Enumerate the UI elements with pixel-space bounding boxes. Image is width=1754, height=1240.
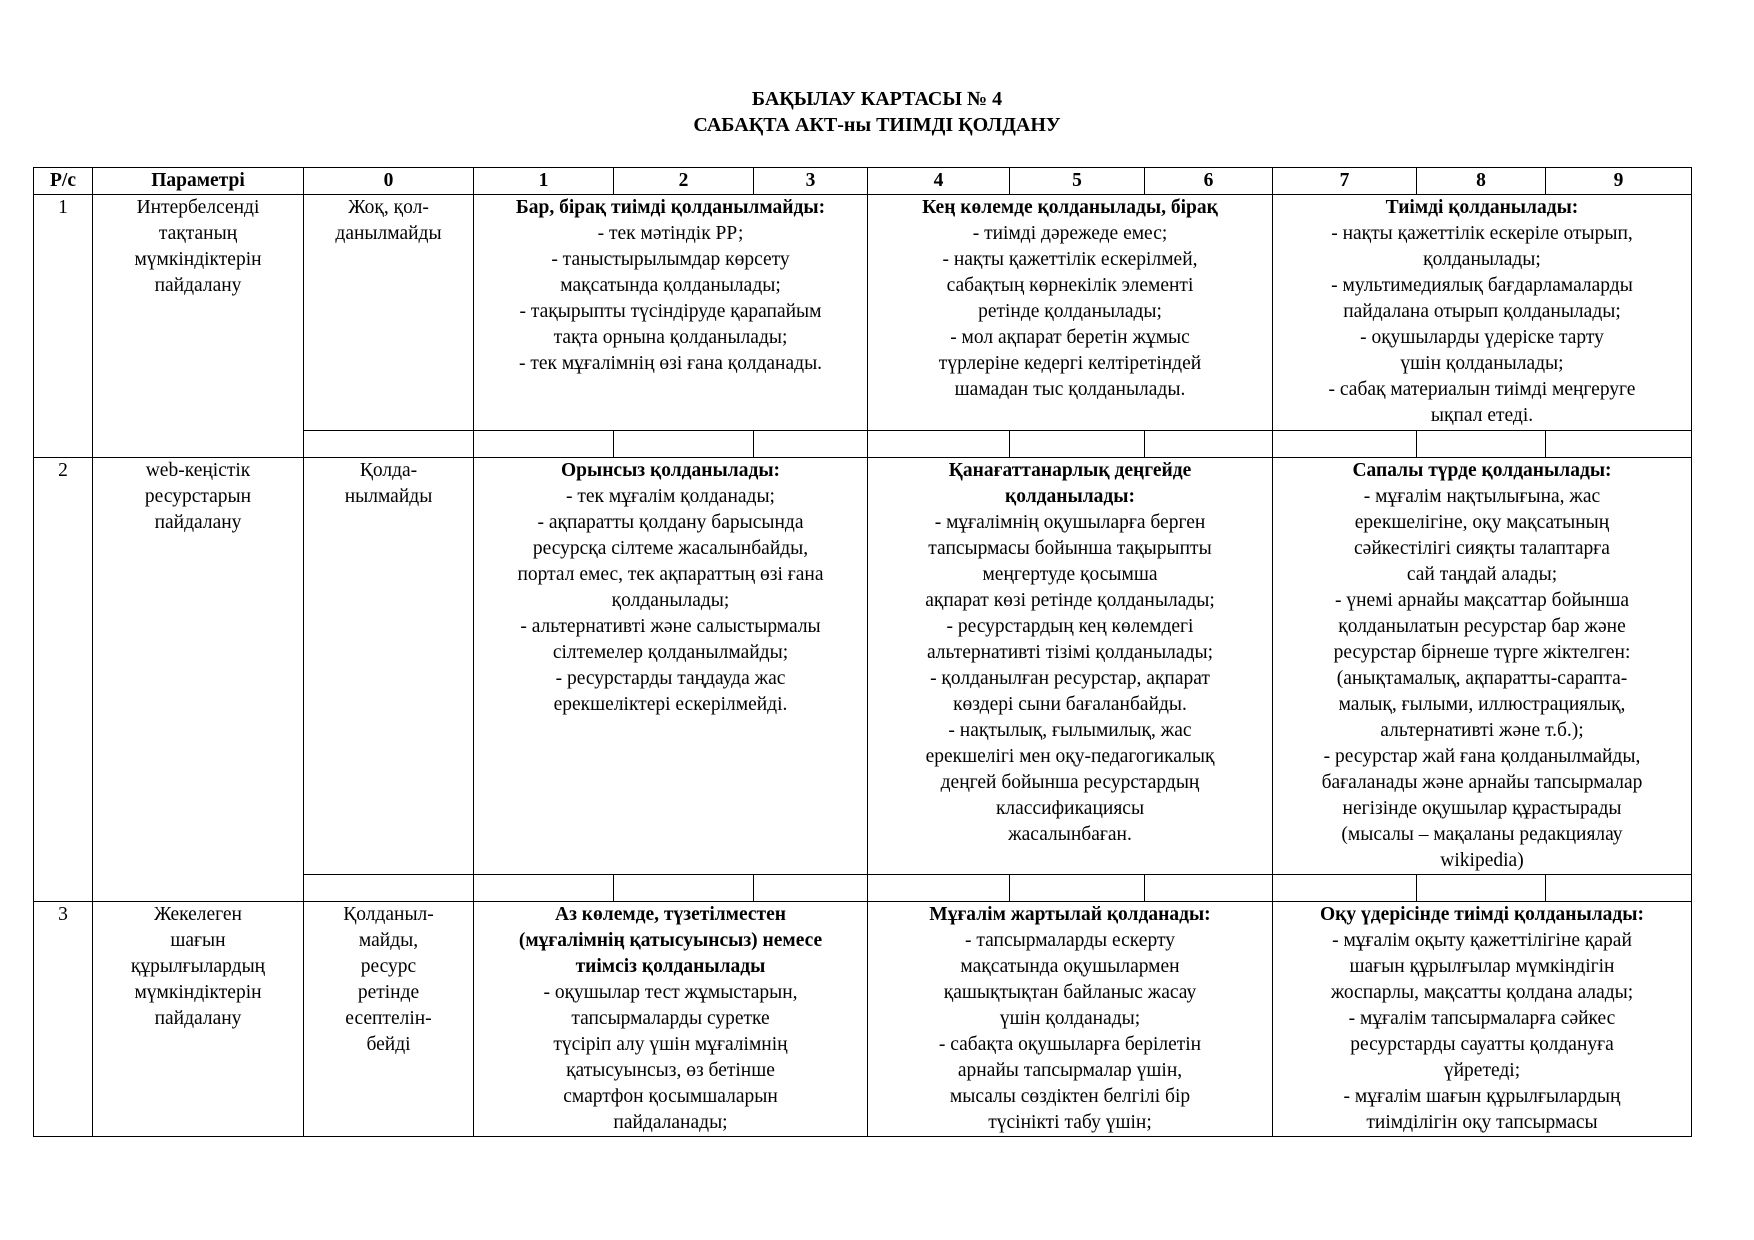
score-cell [1273,431,1417,458]
level-heading: Орынсыз қолданылады: [560,460,781,481]
criterion-line: - мұғалім нақтылығына, жас [1363,486,1601,507]
header-score-2: 2 [614,168,754,195]
criterion-line: - альтернативті және салыстырмалы [520,616,821,637]
header-param: Параметрі [93,168,304,195]
parameter-line: Интербелсенді [136,197,260,218]
parameter-cell [93,902,304,1137]
score-cell [1145,875,1273,902]
criterion-line: көздері сыни бағаланбайды. [953,694,1187,715]
level-heading: (мұғалімнің қатысуынсыз) немесе [518,930,823,951]
criterion-line: арнайы тапсырмалар үшін, [957,1060,1183,1081]
level-heading: Тиімді қолданылады: [1385,197,1579,218]
criterion-line: (анықтамалық, ақпаратты-сарапта- [1336,668,1628,689]
level-heading: қолданылады: [1004,486,1136,507]
criterion-line: қолданылады; [1423,249,1541,270]
criterion-line: - мұғалім тапсырмаларға сәйкес [1348,1008,1616,1029]
criterion-line: - тапсырмаларды ескерту [965,930,1175,951]
criterion-line: үшін қолданады; [999,1008,1141,1029]
criterion-line: қатысуынсыз, өз бетінше [566,1060,775,1081]
level-heading: Аз көлемде, түзетілместен [555,904,786,925]
parameter-line: web-кеңістік [145,460,251,481]
score-cell [304,431,474,458]
score-cell [754,431,868,458]
level-0-line: есептелін- [345,1008,432,1029]
criterion-line: қолданылады; [611,590,730,611]
score-cell [474,875,614,902]
level-heading: Сапалы түрде қолданылады: [1352,460,1612,481]
score-cell [1010,875,1145,902]
criterion-line: негізінде оқушылар құрастырады [1342,798,1622,819]
criterion-line: тапсырмасы бойынша тақырыпты [928,538,1212,559]
criterion-line: түсінікті табу үшін; [988,1112,1152,1133]
header-score-0: 0 [304,168,474,195]
criterion-line: бағаланады және арнайы тапсырмалар [1321,772,1643,793]
criterion-line: - сабақта оқушыларға берілетін [938,1034,1202,1055]
criterion-line: жасалынбаған. [1008,824,1132,845]
criterion-line: ерекшеліктері ескерілмейді. [553,694,788,715]
criterion-line: сабақтың көрнекілік элементі [946,275,1194,296]
criterion-line: үйретеді; [1443,1060,1521,1081]
level-mid-cell [868,195,1273,431]
criterion-line: - ресурстарды таңдауда жас [555,668,786,689]
score-cell [614,875,754,902]
header-score-1: 1 [474,168,614,195]
parameter-line: мүмкіндіктерін [134,982,262,1003]
criterion-line: - нақты қажеттілік ескерілмей, [942,249,1198,270]
criterion-line: - оқушыларды үдеріске тарту [1360,327,1604,348]
header-num: Р/с [34,168,93,195]
score-cell [304,875,474,902]
score-cell [614,431,754,458]
criterion-line: түрлеріне кедергі келтіретіндей [938,353,1202,374]
level-0-line: Жоқ, қол- [348,197,429,218]
criterion-line: ерекшелігі мен оқу-педагогикалық [925,746,1215,767]
header-score-9: 9 [1546,168,1692,195]
parameter-line: Жекелеген [154,904,242,925]
document-title [0,86,1754,138]
criterion-line: - нақты қажеттілік ескеріле отырып, [1331,223,1633,244]
score-cell [868,875,1010,902]
criterion-line: ресурстарды сауатты қолдануға [1350,1034,1614,1055]
criterion-line: қолданылатын ресурстар бар және [1338,616,1626,637]
criterion-line: ықпал етеді. [1430,405,1534,426]
header-row [34,168,1692,195]
criterion-line: сай таңдай алады; [1406,564,1558,585]
criterion-line: - тиімді дәрежеде емес; [972,223,1168,244]
parameter-line: мүмкіндіктерін [134,249,262,270]
level-low-cell [474,195,868,431]
score-cell [1273,875,1417,902]
level-heading: Оқу үдерісінде тиімді қолданылады: [1320,904,1644,925]
criterion-line: портал емес, тек ақпараттың өзі ғана [517,564,824,585]
parameter-line: құрылғылардың [130,956,266,977]
header-score-6: 6 [1145,168,1273,195]
criterion-line: пайдаланады; [613,1112,728,1133]
level-0-line: нылмайды [344,486,433,507]
header-score-3: 3 [754,168,868,195]
level-0-cell [304,458,474,875]
criterion-line: - мұғалім оқыту қажеттілігіне қарай [1332,930,1632,951]
criterion-line: ретінде қолданылады; [978,301,1162,322]
parameter-line: ресурстарын [144,486,252,507]
score-cell [1417,875,1546,902]
criterion-line: малық, ғылыми, иллюстрациялық, [1338,694,1626,715]
criterion-line: - мұғалімнің оқушыларға берген [934,512,1206,533]
level-mid-cell [868,902,1273,1137]
criterion-line: шамадан тыс қолданылады. [954,379,1186,400]
criterion-line: альтернативті тізімі қолданылады; [926,642,1214,663]
criterion-line: - нақтылық, ғылымилық, жас [948,720,1192,741]
criterion-line: жоспарлы, мақсатты қолдана алады; [1330,982,1634,1003]
criterion-line: - қолданылған ресурстар, ақпарат [930,668,1210,689]
parameter-line: пайдалану [154,1008,242,1029]
criterion-line: ресурстар бірнеше түрге жіктелген: [1333,642,1631,663]
level-heading: Қанағаттанарлық деңгейде [948,460,1192,481]
criterion-line: - тек мәтіндік РР; [597,223,744,244]
criterion-line: мысалы сөздіктен белгілі бір [949,1086,1191,1107]
parameter-line: пайдалану [154,512,242,533]
level-0-line: майды, [358,930,419,951]
criterion-line: смартфон қосымшаларын [563,1086,778,1107]
criterion-line: - таныстырылымдар көрсету [551,249,790,270]
level-high-cell [1273,195,1692,431]
level-heading: Кең көлемде қолданылады, бірақ [922,197,1218,218]
criterion-line: - мұғалім шағын құрылғылардың [1343,1086,1621,1107]
level-0-line: ретінде [357,982,420,1003]
row-number: 1 [34,195,93,458]
header-score-7: 7 [1273,168,1417,195]
parameter-line: тақтаның [158,223,238,244]
criterion-line: мақсатында қолданылады; [560,275,781,296]
score-cell [1546,431,1692,458]
level-0-line: Қолданыл- [343,904,434,925]
row-number: 2 [34,458,93,902]
level-high-cell [1273,458,1692,875]
score-cell [754,875,868,902]
criteria-row [34,195,1692,431]
criterion-line: wikipedia) [1440,850,1524,871]
title-line-2: САБАҚТА АКТ-ны ТИІМДІ ҚОЛДАНУ [693,114,1061,136]
level-heading: Мұғалім жартылай қолданады: [929,904,1211,925]
criterion-line: тақта орнына қолданылады; [553,327,788,348]
criterion-line: қашықтықтан байланыс жасау [943,982,1197,1003]
level-0-cell [304,902,474,1137]
criterion-line: шағын құрылғылар мүмкіндігін [1349,956,1615,977]
level-0-line: бейді [366,1034,411,1055]
criterion-line: - үнемі арнайы мақсаттар бойынша [1334,590,1629,611]
criterion-line: - тақырыпты түсіндіруде қарапайым [519,301,822,322]
criterion-line: пайдалана отырып қолданылады; [1343,301,1621,322]
criterion-line: түсіріп алу үшін мұғалімнің [553,1034,788,1055]
criterion-line: - тек мұғалімнің өзі ғана қолданады. [518,353,823,374]
criterion-line: классификациясы [995,798,1145,819]
level-high-cell [1273,902,1692,1137]
criterion-line: тапсырмаларды суретке [571,1008,770,1029]
score-cell [1546,875,1692,902]
level-0-line: Қолда- [359,460,418,481]
criterion-line: тиімділігін оқу тапсырмасы [1366,1112,1598,1133]
level-0-cell [304,195,474,431]
level-low-cell [474,458,868,875]
header-score-8: 8 [1417,168,1546,195]
criterion-line: сәйкестілігі сияқты талаптарға [1354,538,1610,559]
criterion-line: мақсатында оқушылармен [960,956,1180,977]
level-heading: тиімсіз қолданылады [575,956,766,977]
criterion-line: меңгертуде қосымша [982,564,1158,585]
level-0-line: ресурс [360,956,417,977]
score-cell [1145,431,1273,458]
criterion-line: сілтемелер қолданылмайды; [552,642,789,663]
parameter-line: шағын [170,930,226,951]
criterion-line: үшін қолданылады; [1400,353,1564,374]
row-number: 3 [34,902,93,1137]
criteria-row [34,902,1692,1137]
criterion-line: - ақпаратты қолдану барысында [537,512,804,533]
criterion-line: - мол ақпарат беретін жұмыс [950,327,1190,348]
parameter-cell [93,458,304,902]
criterion-line: - сабақ материалын тиімді меңгеруге [1328,379,1636,400]
score-cell [474,431,614,458]
level-mid-cell [868,458,1273,875]
criterion-line: деңгей бойынша ресурстардың [940,772,1200,793]
criterion-line: - ресурстар жай ғана қолданылмайды, [1323,746,1641,767]
criterion-line: ерекшелігіне, оқу мақсатының [1354,512,1610,533]
level-low-cell [474,902,868,1137]
header-score-4: 4 [868,168,1010,195]
criteria-row [34,458,1692,875]
level-0-line: данылмайды [335,223,442,244]
criterion-line: ақпарат көзі ретінде қолданылады; [925,590,1215,611]
parameter-cell [93,195,304,458]
title-line-1: БАҚЫЛАУ КАРТАСЫ № 4 [751,88,1003,110]
score-cell [1010,431,1145,458]
level-heading: Бар, бірақ тиімді қолданылмайды: [515,197,826,218]
parameter-line: пайдалану [154,275,242,296]
header-score-5: 5 [1010,168,1145,195]
criterion-line: альтернативті және т.б.); [1380,720,1584,741]
criterion-line: (мысалы – мақаланы редакциялау [1341,824,1623,845]
score-cell [1417,431,1546,458]
assessment-table [33,167,1692,1137]
criterion-line: - тек мұғалім қолданады; [566,486,775,507]
criterion-line: - мультимедиялық бағдарламаларды [1331,275,1633,296]
criterion-line: ресурсқа сілтеме жасалынбайды, [532,538,809,559]
criterion-line: - оқушылар тест жұмыстарын, [543,982,798,1003]
score-cell [868,431,1010,458]
criterion-line: - ресурстардың кең көлемдегі [946,616,1194,637]
